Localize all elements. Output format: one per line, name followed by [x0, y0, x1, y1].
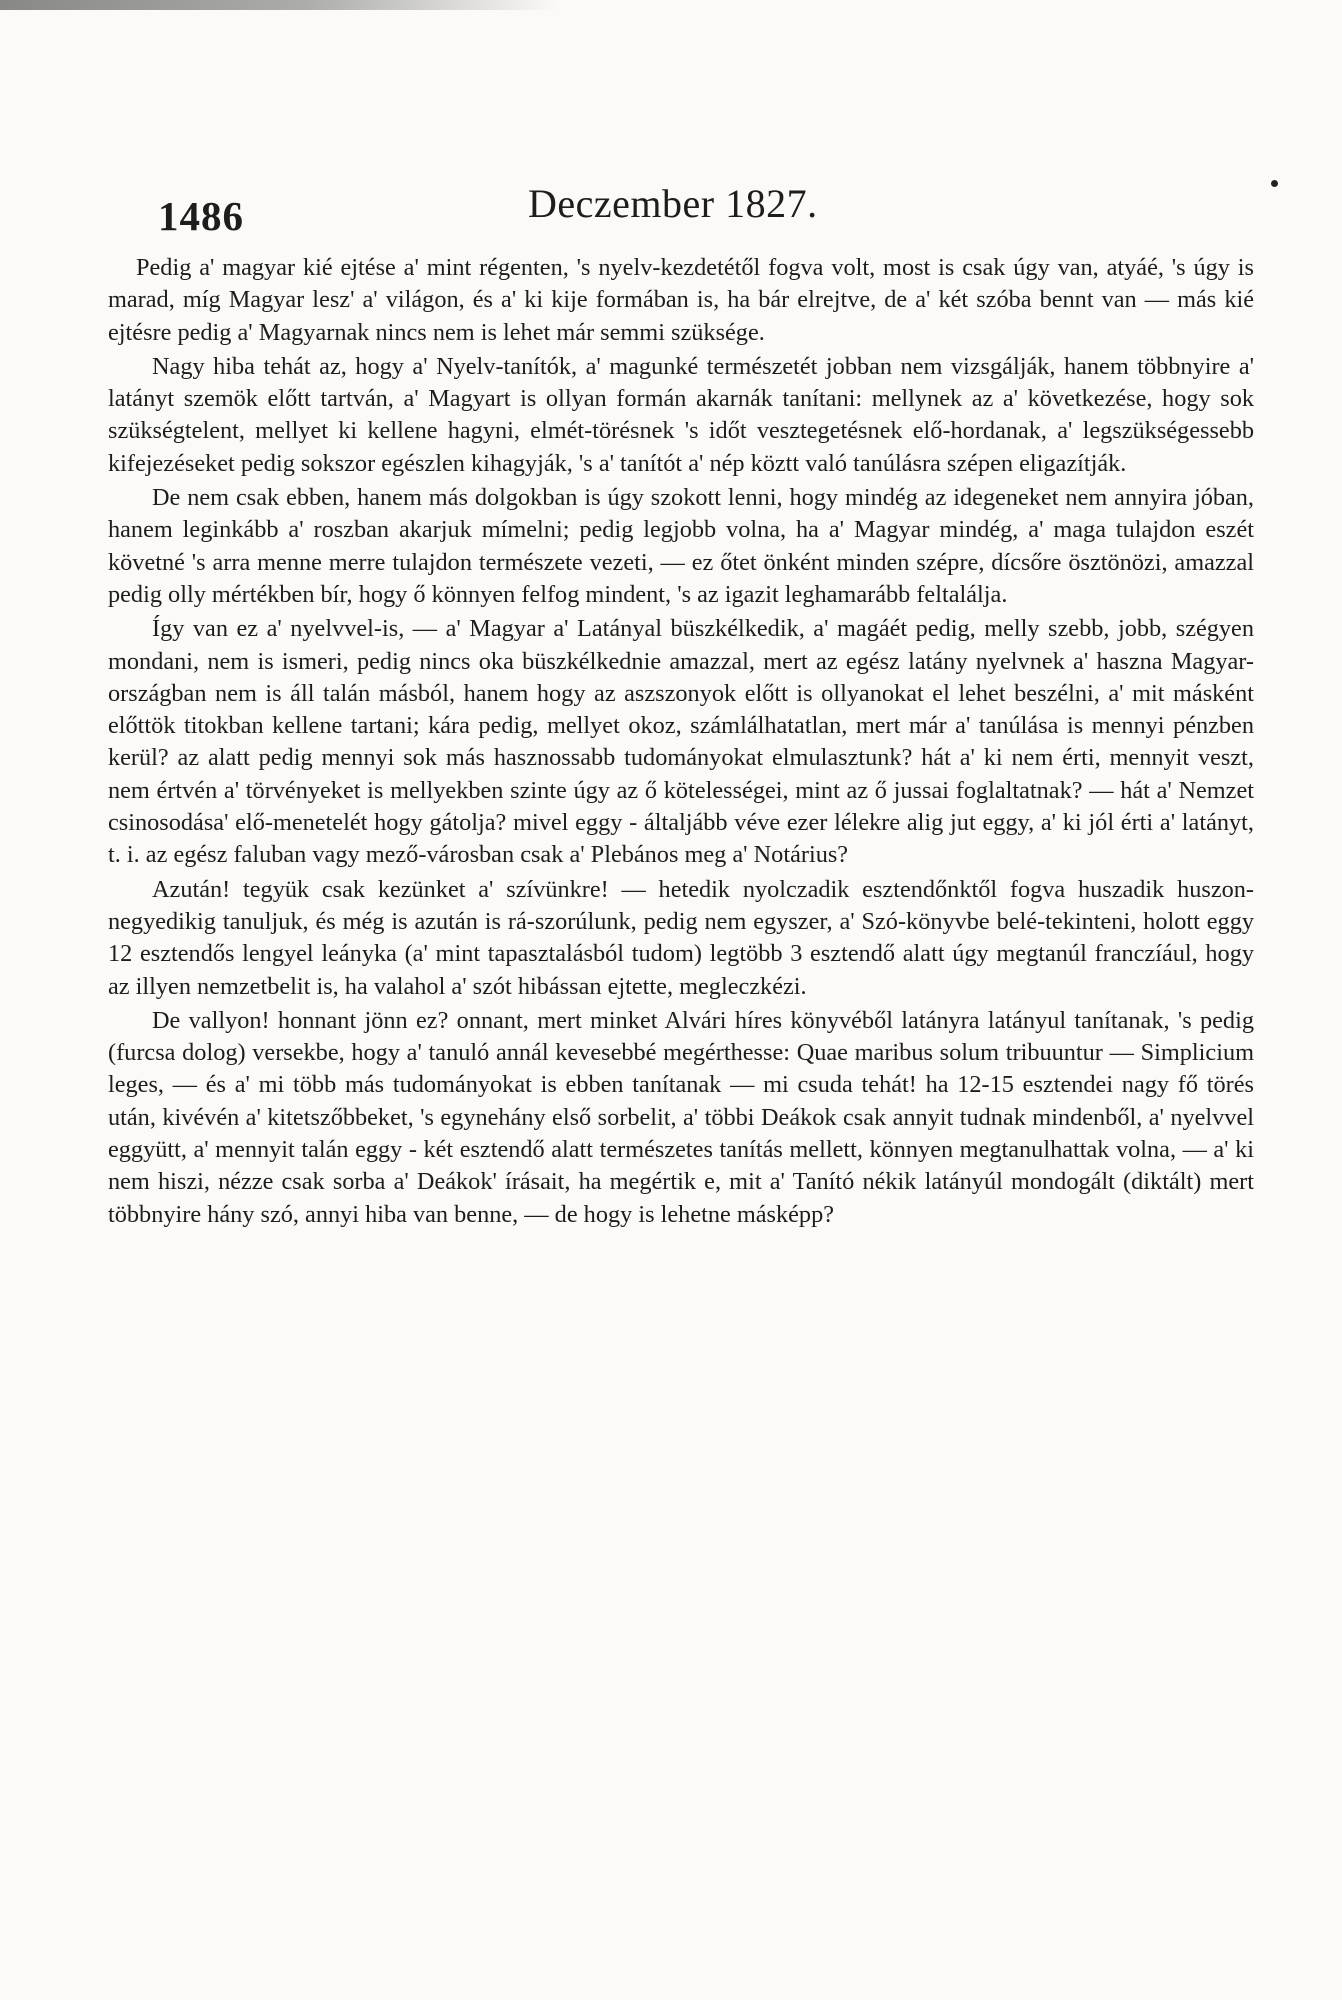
page-number: 1486	[158, 193, 244, 239]
body-text	[108, 252, 1254, 1231]
page-header	[108, 180, 1254, 239]
paragraph: De vallyon! honnant jönn ez? onnant, mert minket Alvári híres könyvéből latányra latányul tanítanak, 's pedig (furcsa dolog) versekbe, hogy a' tanuló annál kevesebbé megérthesse: Quae maribus solum tribuuntur — Simplicium leges, — és a' mi több más tudományokat is ebben tanítanak — mi csuda tehát! ha 12-15 esztendei nagy fő törés után, kivévén a' kitetszőbbeket, 's egynehány első sorbelit, a' többi Deákok csak annyit tudnak mindenből, a' nyelvvel eggyütt, a' mennyit talán eggy - két esztendő alatt természetes tanítás mellett, könnyen megtanulhattak volna, — a' ki nem hiszi, nézze csak sorba a' Deákok' írásait, ha megértik e, mit a' Tanító nékik latányúl mondogált (diktált) mert többnyire hány szó, annyi hiba van benne, — de hogy is lehetne másképp?	[108, 1006, 1254, 1228]
paragraph: Pedig a' magyar kié ejtése a' mint régenten, 's nyelv-kezdetétől fogva volt, most is csak úgy van, atyáé, 's úgy is marad, míg Magyar lesz' a' világon, és a' ki kije formában is, ha bár elrejtve, de a' két szóba bennt van — más kié ejtésre pedig a' Magyarnak nincs nem is lehet már semmi szüksége.	[108, 254, 1254, 346]
ink-speck	[1271, 180, 1278, 187]
book-page	[108, 180, 1254, 1920]
scan-edge-shadow	[0, 0, 560, 10]
paragraph: Így van ez a' nyelvvel-is, — a' Magyar a' Latányal büszkélkedik, a' magáét pedig, melly szebb, jobb, szégyen mondani, nem is ismeri, pedig nincs oka büszkélkednie amazzal, mert az egész latány nyelvnek a' haszna Magyar-országban nem is áll talán másból, hanem hogy az aszszonyok előtt is ollyanokat el lehet beszélni, a' mit másként előttök titokban kellene tartani; kára pedig, mellyet okoz, számlálhatatlan, mert már a' tanúlása is mennyi pénzben kerül? az alatt pedig mennyi sok más hasznossabb tudományokat elmulasztunk? hát a' ki nem érti, mennyit veszt, nem értvén a' törvényeket is mellyekben szinte úgy az ő kötelességei, mint az ő jussai foglaltatnak? — hát a' Nemzet csinosodása' elő-menetelét hogy gátolja? mivel eggy - általjább véve ezer lélekre alig jut eggy, a' ki jól érti a' latányt, t. i. az egész faluban vagy mező-városban csak a' Plebános meg a' Notárius?	[108, 615, 1254, 869]
paragraph: De nem csak ebben, hanem más dolgokban is úgy szokott lenni, hogy mindég az idegeneket nem annyira jóban, hanem leginkább a' roszban akarjuk mímelni; pedig legjobb volna, ha a' Magyar mindég, a' maga tulajdon eszét követné 's arra menne merre tulajdon természete vezeti, — ez őtet önként minden szépre, dícsőre ösztönözi, amazzal pedig olly mértékben bír, hogy ő könnyen felfog mindent, 's az igazit leghamarább feltalálja.	[108, 484, 1254, 608]
running-title: Deczember 1827.	[528, 181, 818, 226]
paragraph: Nagy hiba tehát az, hogy a' Nyelv-tanítók, a' magunké természetét jobban nem vizsgálják, hanem többnyire a' latányt szemök előtt tartván, a' Magyart is ollyan formán akarnák tanítani: mellynek az a' következése, hogy sok szükségtelent, mellyet ki kellene hagyni, elmét-törésnek 's időt vesztegetésnek elő-hordanak, a' legszükségessebb kifejezéseket pedig sokszor egészlen kihagyják, 's a' tanítót a' nép köztt való tanúlásra szépen eligazítják.	[108, 352, 1254, 477]
paragraph: Azután! tegyük csak kezünket a' szívünkre! — hetedik nyolczadik esztendőnktől fogva huszadik huszon-negyedikig tanuljuk, és még is azután is rá-szorúlunk, pedig nem egyszer, a' Szó-könyvbe belé-tekinteni, holott eggy 12 esztendős lengyel leányka (a' mint tapasztalásból tudom) legtöbb 3 esztendő alatt úgy megtanúl franczíául, hogy az illyen nemzetbelit is, ha valahol a' szót hibássan ejtette, megleczkézi.	[108, 875, 1254, 1000]
